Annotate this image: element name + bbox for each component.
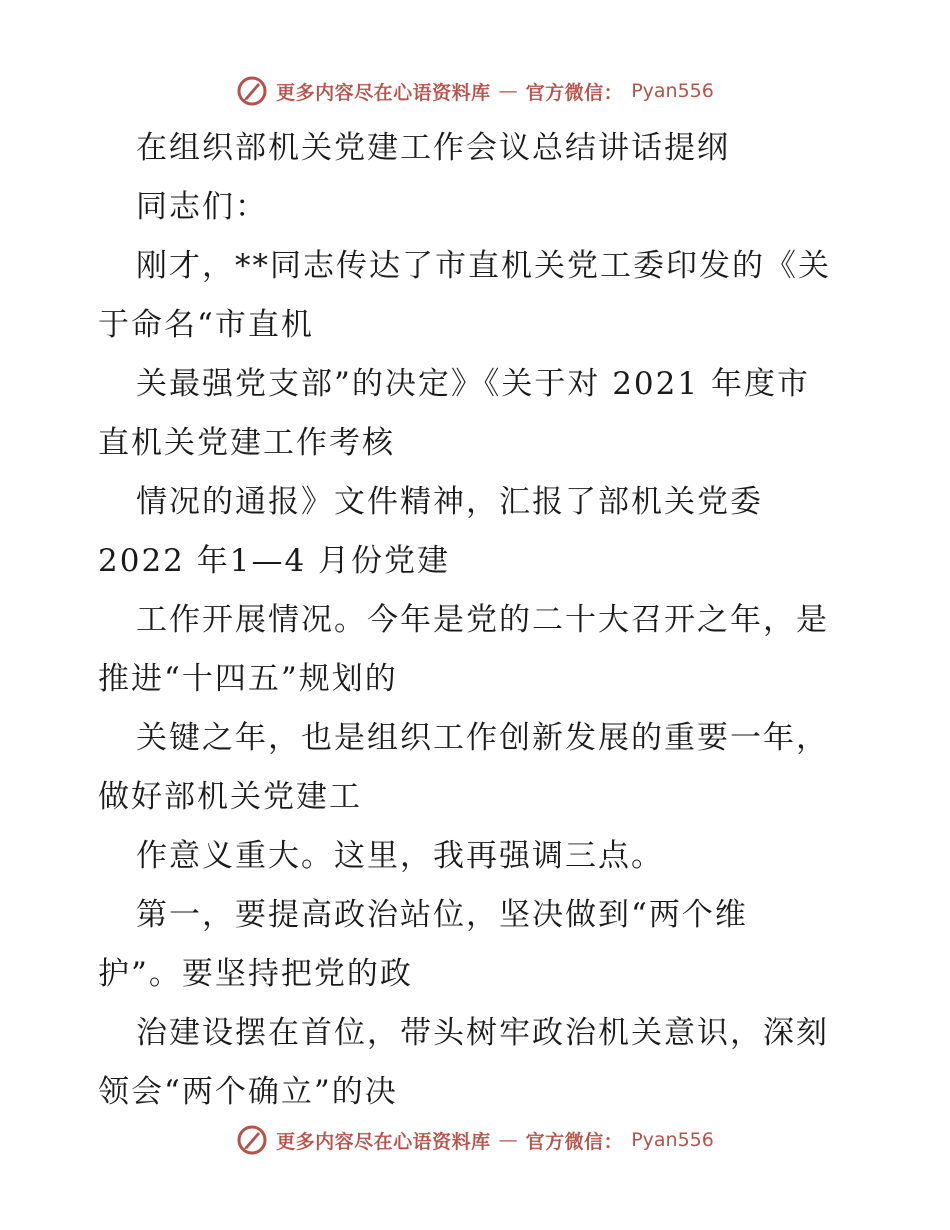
banner-wechat-id: Pyan556 xyxy=(631,80,714,102)
quill-logo-icon xyxy=(236,1124,268,1156)
banner-separator: — xyxy=(498,80,518,102)
document-line: 同志们： xyxy=(136,189,268,225)
document-line: 领会“两个确立”的决 xyxy=(98,1074,398,1110)
banner-separator: — xyxy=(498,1129,518,1151)
document-line: 第一，要提高政治站位，坚决做到“两个维 xyxy=(136,897,748,933)
banner-official-label: 官方微信： xyxy=(525,1130,624,1153)
document-line: 关键之年，也是组织工作创新发展的重要一年， xyxy=(136,720,829,756)
document-line: 推进“十四五”规划的 xyxy=(98,661,398,697)
footer-watermark-banner xyxy=(0,1120,950,1160)
document-line: 直机关党建工作考核 xyxy=(98,425,395,461)
document-line: 工作开展情况。今年是党的二十大召开之年，是 xyxy=(136,602,829,638)
document-line: 情况的通报》文件精神，汇报了部机关党委 xyxy=(136,484,763,520)
document-line: 作意义重大。这里，我再强调三点。 xyxy=(136,838,664,874)
document-line: 于命名“市直机 xyxy=(98,307,314,343)
quill-logo-icon xyxy=(236,75,268,107)
document-body xyxy=(98,122,858,1125)
banner-main-text: 更多内容尽在心语资料库 xyxy=(276,81,491,104)
banner-official-label: 官方微信： xyxy=(525,81,624,104)
document-line: 护”。要坚持把党的政 xyxy=(98,956,413,992)
header-watermark-banner xyxy=(0,71,950,111)
document-line: 治建设摆在首位，带头树牢政治机关意识，深刻 xyxy=(136,1015,829,1051)
document-line: 2022 年1—4 月份党建 xyxy=(98,543,451,579)
document-line: 刚才，**同志传达了市直机关党工委印发的《关 xyxy=(136,248,831,284)
banner-wechat-id: Pyan556 xyxy=(631,1129,714,1151)
banner-main-text: 更多内容尽在心语资料库 xyxy=(276,1130,491,1153)
document-line: 关最强党支部”的决定》《关于对 2021 年度市 xyxy=(136,366,810,402)
document-line: 在组织部机关党建工作会议总结讲话提纲 xyxy=(136,130,730,166)
document-line: 做好部机关党建工 xyxy=(98,779,362,815)
